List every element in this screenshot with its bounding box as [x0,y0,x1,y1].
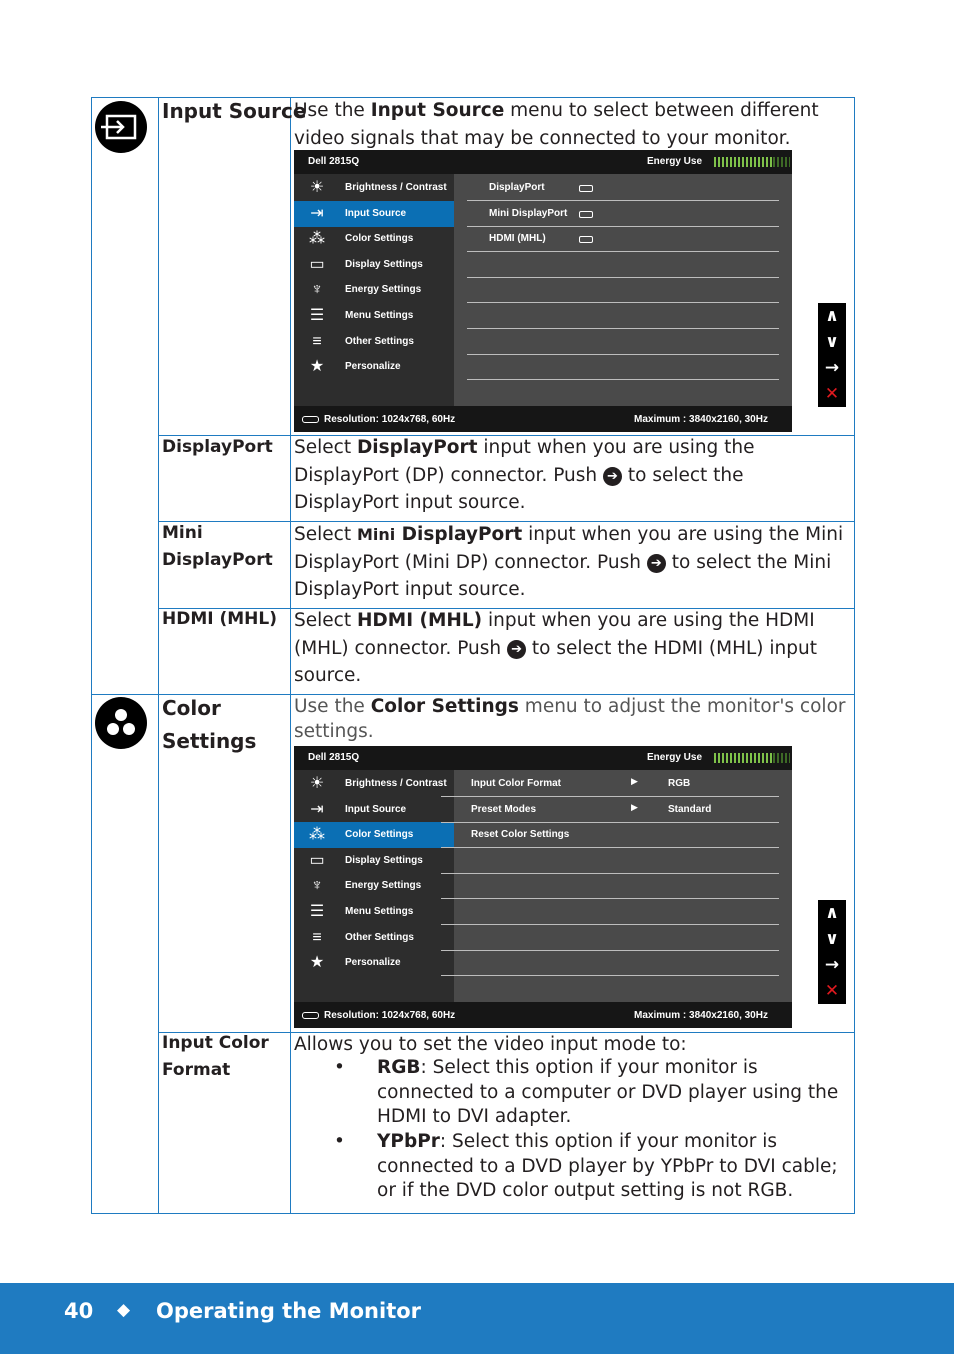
osd-menu [294,770,454,1002]
column-divider [290,97,291,1214]
select-button-icon: ➔ [507,640,526,659]
other-settings-icon: ≡ [312,332,322,350]
osd-menu-item [294,771,454,797]
osd-option-label: DisplayPort [489,182,545,193]
osd-menu-item-label: Other Settings [345,335,414,347]
osd-option-row [441,950,779,976]
osd-menu-item-label: Menu Settings [345,310,414,321]
close-icon: ✕ [824,981,840,1001]
displayport-description: Select DisplayPort input when you are using the DisplayPort (DP) connector. Push ➔ to select the DisplayPort input source. [294,437,755,513]
port-icon [579,185,593,192]
color-settings-icon [95,697,147,749]
osd-title-bar [294,746,792,770]
osd-menu-item [294,873,454,899]
down-icon: ∨ [825,929,839,949]
ypbpr-option-description: YPbPr: Select this option if your monitor is connected to a DVD player by YPbPr to DVI cable; or if the DVD color output setting is not RGB. [377,1131,838,1201]
input-color-format-label: Input Color Format [162,1033,269,1080]
osd-resolution: Resolution: 1024x768, 60Hz [324,414,456,425]
osd-energy-label: Energy Use [647,156,703,167]
submenu-arrow-icon: ▶ [631,801,638,812]
osd-option-value: RGB [668,778,691,789]
osd-menu-item-label: Display Settings [345,258,423,270]
osd-option-label: Input Color Format [471,778,561,789]
osd-menu-item [294,848,454,874]
osd-option-row [467,201,779,227]
close-icon: ✕ [824,384,840,404]
menu-settings-icon: ☰ [309,307,325,324]
osd-menu-item [294,226,454,252]
osd-option-row [467,329,779,355]
energy-meter [714,157,790,167]
display-settings-icon: ▭ [309,851,325,869]
osd-option-row [441,822,779,848]
display-settings-icon: ▭ [309,255,325,273]
brightness-icon: ☀ [309,775,325,792]
osd-menu-item-label: Display Settings [345,854,423,866]
input-color-format-intro: Allows you to set the video input mode to: [294,1034,687,1055]
osd-menu-item [294,252,454,278]
monitor-button-strip [818,303,846,407]
submenu-arrow-icon: ▶ [631,776,638,786]
down-icon: ∨ [825,332,839,352]
osd-option-row [441,848,779,874]
input-source-icon: ⇥ [310,800,324,818]
osd-option-row [441,797,779,823]
osd-menu-item [294,329,454,355]
osd-option-label: Mini DisplayPort [489,207,568,219]
up-icon: ∧ [825,903,839,923]
input-source-icon [95,101,147,153]
osd-menu-item-label: Brightness / Contrast [345,778,447,789]
osd-menu-item-label: Energy Settings [345,284,422,296]
osd-option-row [467,354,779,380]
osd-option-row [467,303,779,329]
osd-menu-item [294,950,454,976]
input-source-description: Use the Input Source menu to select between different video signals that may be connected to your monitor. [294,100,819,149]
diamond-icon: ◆ [117,1300,131,1320]
osd-menu-item [294,899,454,925]
osd-menu-item-label: Personalize [345,957,401,969]
osd-option-row [467,226,779,252]
osd-menu-item [294,175,454,201]
osd-maximum: Maximum : 3840x2160, 30Hz [634,1010,768,1021]
osd-option-label: Reset Color Settings [471,829,570,841]
color-settings-label: Color Settings [162,696,257,753]
osd-option-row [441,771,779,797]
osd-menu-item-label: Brightness / Contrast [345,182,447,193]
osd-menu-item [294,354,454,380]
rgb-option-description: RGB: Select this option if your monitor is connected to a computer or DVD player using the HDMI to DVI adapter. [377,1057,839,1127]
osd-option-row [441,873,779,899]
osd-menu-item [294,925,454,951]
osd-menu-item [294,303,454,329]
osd-energy-label: Energy Use [647,752,703,763]
select-button-icon: ➔ [603,467,622,486]
osd-menu-item-label: Color Settings [345,233,414,245]
display-port-icon [302,1012,319,1019]
osd-menu-item-label: Other Settings [345,931,414,943]
osd-screenshot-input-source [294,150,792,432]
osd-menu-item-label: Menu Settings [345,906,414,917]
mini-displayport-description: Select Mini DisplayPort input when you are using the Mini DisplayPort (Mini DP) connector. Push ➔ to select the Mini DisplayPort input source. [294,524,844,600]
personalize-icon: ★ [309,954,325,972]
osd-option-value: Standard [668,803,712,815]
osd-menu-item [294,822,454,848]
brightness-icon: ☀ [309,179,325,196]
select-button-icon: ➔ [647,554,666,573]
osd-menu-item-label: Energy Settings [345,880,422,892]
hdmi-label: HDMI (MHL) [162,609,278,629]
osd-maximum: Maximum : 3840x2160, 30Hz [634,414,768,425]
display-port-icon [302,416,319,423]
column-divider [158,97,159,1214]
port-icon [579,236,593,243]
port-icon [579,211,593,218]
osd-option-row [467,252,779,278]
section-title: Operating the Monitor [156,1299,422,1323]
osd-option-row [441,925,779,951]
color-settings-icon: ⁂ [309,826,325,844]
osd-title-bar [294,150,792,174]
color-settings-description: Use the Color Settings menu to adjust the monitor's color settings. [294,696,846,742]
bullet-icon: • [334,1131,345,1152]
osd-option-row [467,175,779,201]
osd-option-label: HDMI (MHL) [489,233,546,245]
osd-status-bar [294,406,792,432]
page-footer [0,1283,954,1354]
page-number: 40 [64,1299,94,1323]
osd-menu-item [294,277,454,303]
displayport-label: DisplayPort [162,437,273,457]
menu-settings-icon: ☰ [309,903,325,920]
osd-menu-item-label: Color Settings [345,829,414,841]
input-source-icon: ⇥ [310,204,324,222]
hdmi-description: Select HDMI (MHL) input when you are using the HDMI (MHL) connector. Push ➔ to select the HDMI (MHL) input source. [294,610,817,686]
osd-model: Dell 2815Q [308,156,360,167]
osd-menu-item-label: Personalize [345,361,401,373]
energy-settings-icon: ♆ [311,281,323,299]
right-arrow-icon: → [824,358,840,378]
energy-settings-icon: ♆ [311,877,323,895]
personalize-icon: ★ [309,358,325,376]
osd-menu [294,174,454,406]
osd-status-bar [294,1002,792,1028]
osd-menu-item [294,201,454,227]
osd-menu-item-label: Input Source [345,803,407,815]
osd-option-row [467,277,779,303]
osd-menu-item-label: Input Source [345,207,407,219]
right-arrow-icon: → [824,955,840,975]
up-icon: ∧ [825,306,839,326]
mini-displayport-label: Mini DisplayPort [162,523,273,570]
bullet-icon: • [334,1057,345,1078]
energy-meter [714,753,790,763]
osd-resolution: Resolution: 1024x768, 60Hz [324,1010,456,1021]
other-settings-icon: ≡ [312,928,322,946]
osd-option-row [441,899,779,925]
color-settings-icon: ⁂ [309,230,325,248]
input-source-label: Input Source [162,99,307,123]
osd-model: Dell 2815Q [308,752,360,763]
osd-menu-item [294,797,454,823]
monitor-button-strip [818,900,846,1004]
osd-option-label: Preset Modes [471,803,537,815]
osd-screenshot-color-settings [294,746,792,1028]
